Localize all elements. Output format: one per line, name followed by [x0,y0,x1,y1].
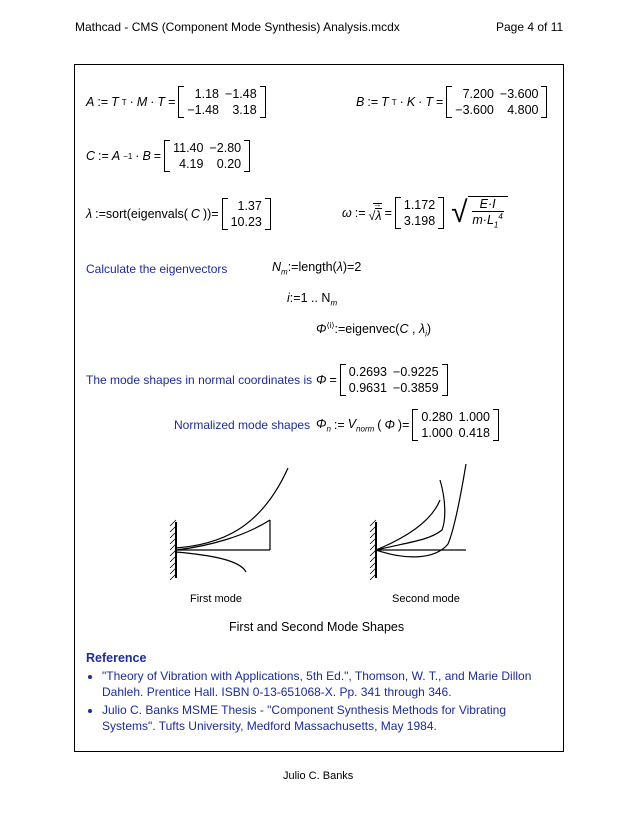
norm-label: Normalized mode shapes [174,418,311,432]
vector-omega: 1.172 3.198 [395,197,444,229]
reference-item: • Julio C. Banks MSME Thesis - "Component Synthesis Methods for Vibrating Systems". Tufts University, Medford Massachusetts, May 1984. [102,702,562,734]
equation-c: C := A −1 · B = 11.40 −2.80 4.19 0.20 [86,140,250,172]
document-title: Mathcad - CMS (Component Mode Synthesis) Analysis.mcdx [75,20,400,34]
reference-item: • "Theory of Vibration with Applications, 5th Ed.", Thomson, W. T., and Marie Dillon Dahleh. Prentice Hall. ISBN 0-13-651068-X. Pp. 341 through 346. [102,668,562,700]
equation-nm: $N_m:=length(\lambda)=2$ [272,260,362,277]
equation-b: B := T T · K · T = 7.200 −3.600 −3.600 4.800 [356,86,547,118]
modes-label: The mode shapes in normal coordinates is [86,373,313,387]
eigen-label: Calculate the eigenvectors [86,262,228,276]
eq-b-lhs: B [356,95,365,109]
matrix-b: 7.200 −3.600 −3.600 4.800 [446,86,547,118]
mode-shapes-figure [170,460,470,605]
equation-phi: Φ = 0.2693 −0.9225 0.9631 −0.3859 [316,364,448,396]
footer-author: Julio C. Banks [283,770,354,782]
figure-caption: First and Second Mode Shapes [229,620,405,634]
second-mode-diagram [370,464,466,580]
equation-omega: ω := → √λ = 1.172 3.198 √ E·I $m\cdot L_1^4$ [342,196,508,230]
equation-phi-n: $\Phi_n$ := $V_{norm}$ ( Φ )= 0.280 1.000 1.000 0.418 [316,409,499,441]
matrix-a: 1.18 −1.48 −1.48 3.18 [178,86,265,118]
matrix-phi: 0.2693 −0.9225 0.9631 −0.3859 [340,364,448,396]
matrix-c: 11.40 −2.80 4.19 0.20 [164,140,250,172]
equation-a: A := T T · M · T = 1.18 −1.48 −1.48 3.18 [86,86,266,118]
equation-phi-eigen: $\Phi^{⟨i⟩}:=eigenvec(C$ , $\lambda_i$) [316,321,432,339]
reference-list [86,668,562,736]
page-number: Page 4 of 11 [496,20,564,34]
eq-a-lhs: A [86,95,95,109]
equation-range: i:=1 .. $N_m$ [287,291,338,308]
first-mode-diagram [170,468,288,580]
matrix-phi-n: 0.280 1.000 1.000 0.418 [412,409,499,441]
equation-lambda: λ :=sort(eigenvals( C ))= 1.37 10.23 [86,198,271,230]
vector-lambda: 1.37 10.23 [222,198,271,230]
second-mode-label: Second mode [392,593,460,605]
reference-heading: Reference [86,651,147,665]
sqrt-factor: √ E·I $m\cdot L_1^4$ [451,196,507,230]
first-mode-label: First mode [190,593,242,605]
